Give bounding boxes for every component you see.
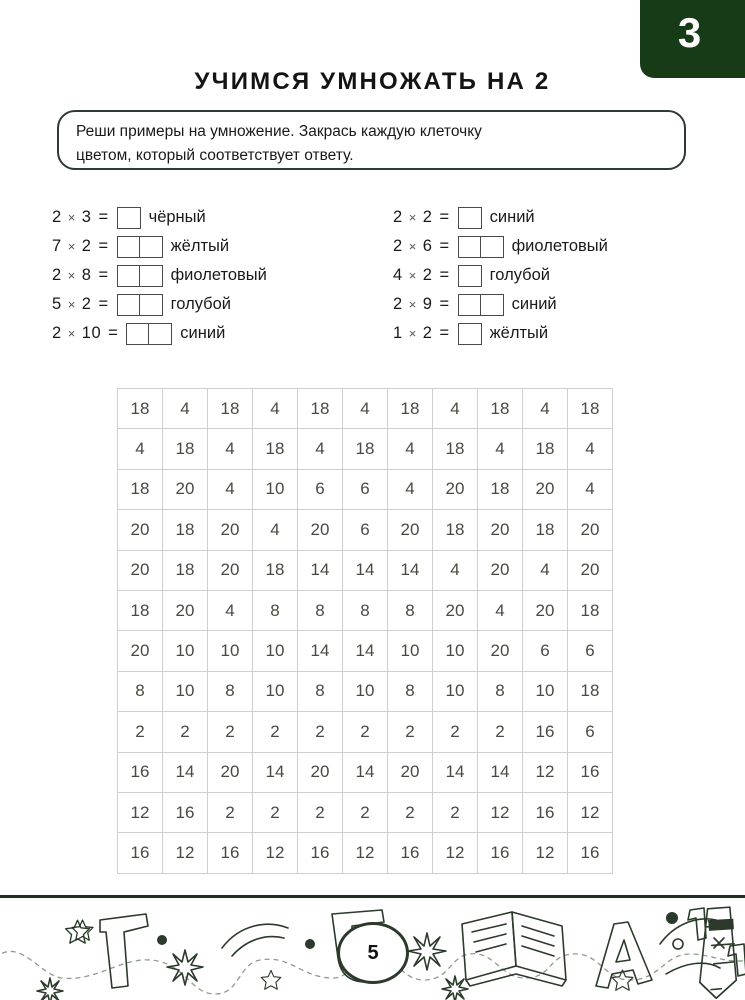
grid-cell[interactable]: 4: [298, 429, 343, 469]
grid-cell[interactable]: 4: [388, 470, 433, 510]
grid-cell[interactable]: 20: [478, 631, 523, 671]
chapter-number: 3: [677, 9, 702, 56]
grid-cell[interactable]: 4: [523, 389, 568, 429]
grid-row: [118, 631, 613, 671]
grid-cell[interactable]: 16: [388, 833, 433, 873]
grid-cell[interactable]: 4: [523, 551, 568, 591]
grid-cell[interactable]: 14: [298, 551, 343, 591]
grid-cell[interactable]: 20: [298, 753, 343, 793]
answer-digit-cell[interactable]: [118, 237, 140, 257]
page-title: УЧИМСЯ УМНОЖАТЬ НА 2: [194, 68, 551, 95]
grid-cell[interactable]: 8: [208, 672, 253, 712]
exercise-expression: [52, 266, 116, 285]
exercise-expression: [393, 324, 457, 343]
grid-cell[interactable]: 2: [433, 712, 478, 752]
operand-b: 2: [81, 295, 92, 313]
exercise-expression: [52, 324, 125, 343]
grid-cell[interactable]: 4: [208, 470, 253, 510]
answer-digit-cell[interactable]: [140, 266, 162, 286]
grid-cell[interactable]: 12: [118, 793, 163, 833]
grid-cell[interactable]: 12: [253, 833, 298, 873]
grid-cell[interactable]: 18: [388, 389, 433, 429]
grid-cell[interactable]: 14: [343, 551, 388, 591]
exercise-row: [393, 261, 608, 290]
answer-input-boxes[interactable]: [458, 323, 482, 345]
grid-cell[interactable]: 18: [118, 470, 163, 510]
grid-cell[interactable]: 4: [253, 389, 298, 429]
grid-cell[interactable]: 20: [478, 510, 523, 550]
operand-a: 2: [52, 208, 62, 226]
grid-cell[interactable]: 20: [118, 510, 163, 550]
operand-a: 2: [393, 237, 403, 255]
grid-cell[interactable]: 20: [163, 591, 208, 631]
grid-cell[interactable]: 18: [433, 429, 478, 469]
page-number: 5: [367, 941, 379, 964]
answer-input-boxes[interactable]: [126, 323, 172, 345]
grid-cell[interactable]: 8: [343, 591, 388, 631]
answer-input-boxes[interactable]: [117, 207, 141, 229]
grid-cell[interactable]: 20: [568, 551, 613, 591]
grid-cell[interactable]: 10: [208, 631, 253, 671]
footer: [0, 895, 745, 1000]
answer-digit-cell[interactable]: [149, 324, 171, 344]
grid-cell[interactable]: 8: [253, 591, 298, 631]
exercise-row: [52, 232, 267, 261]
exercise-color-label: голубой: [489, 266, 550, 284]
grid-cell[interactable]: 20: [568, 510, 613, 550]
grid-cell[interactable]: 2: [253, 712, 298, 752]
answer-digit-cell[interactable]: [118, 295, 140, 315]
exercise-row: [393, 290, 608, 319]
grid-cell[interactable]: 18: [523, 429, 568, 469]
grid-cell[interactable]: 20: [523, 591, 568, 631]
answer-digit-cell[interactable]: [118, 208, 140, 228]
grid-cell[interactable]: 14: [163, 753, 208, 793]
answer-input-boxes[interactable]: [117, 265, 163, 287]
grid-cell[interactable]: 14: [478, 753, 523, 793]
grid-cell[interactable]: 18: [163, 551, 208, 591]
operand-a: 2: [52, 266, 62, 284]
grid-cell[interactable]: 14: [433, 753, 478, 793]
grid-cell[interactable]: 18: [568, 389, 613, 429]
multiply-icon: ×: [408, 239, 417, 254]
grid-cell[interactable]: 12: [478, 793, 523, 833]
grid-cell[interactable]: 12: [568, 793, 613, 833]
operand-b: 6: [422, 237, 433, 255]
grid-cell[interactable]: 10: [343, 672, 388, 712]
equals-sign: =: [98, 237, 109, 255]
grid-cell[interactable]: 20: [208, 551, 253, 591]
grid-cell[interactable]: 20: [388, 753, 433, 793]
equals-sign: =: [439, 208, 450, 226]
grid-cell[interactable]: 18: [253, 551, 298, 591]
multiply-icon: ×: [67, 239, 76, 254]
exercise-row: [52, 203, 267, 232]
operand-a: 7: [52, 237, 62, 255]
operand-a: 2: [52, 324, 62, 342]
exercise-expression: [393, 237, 457, 256]
exercise-expression: [52, 237, 116, 256]
grid-cell[interactable]: 20: [118, 631, 163, 671]
grid-row: [118, 510, 613, 550]
grid-cell[interactable]: 12: [163, 833, 208, 873]
grid-cell[interactable]: 18: [208, 389, 253, 429]
grid-cell[interactable]: 18: [298, 389, 343, 429]
exercise-column-left: [52, 203, 267, 348]
grid-cell[interactable]: 10: [523, 672, 568, 712]
answer-input-boxes[interactable]: [458, 236, 504, 258]
grid-cell[interactable]: 4: [208, 591, 253, 631]
equals-sign: =: [108, 324, 119, 342]
grid-cell[interactable]: 4: [163, 389, 208, 429]
exercise-expression: [393, 208, 457, 227]
exercise-expression: [393, 266, 457, 285]
grid-cell[interactable]: 10: [163, 672, 208, 712]
grid-row: [118, 793, 613, 833]
grid-cell[interactable]: 16: [208, 833, 253, 873]
grid-cell[interactable]: 10: [433, 631, 478, 671]
grid-cell[interactable]: 4: [568, 470, 613, 510]
answer-input-boxes[interactable]: [117, 236, 163, 258]
grid-cell[interactable]: 2: [298, 712, 343, 752]
grid-cell[interactable]: 16: [163, 793, 208, 833]
exercise-color-label: синий: [489, 208, 535, 226]
answer-digit-cell[interactable]: [459, 295, 481, 315]
grid-cell[interactable]: 14: [253, 753, 298, 793]
exercise-row: [393, 232, 608, 261]
exercise-color-label: жёлтый: [170, 237, 230, 255]
exercise-row: [52, 261, 267, 290]
equals-sign: =: [439, 295, 450, 313]
grid-cell[interactable]: 18: [433, 510, 478, 550]
answer-input-boxes[interactable]: [458, 207, 482, 229]
grid-cell[interactable]: 8: [388, 672, 433, 712]
grid-row: [118, 712, 613, 752]
grid-row: [118, 389, 613, 429]
grid-cell[interactable]: 18: [163, 510, 208, 550]
grid-cell[interactable]: 18: [568, 672, 613, 712]
grid-cell[interactable]: 18: [118, 591, 163, 631]
operand-b: 9: [422, 295, 433, 313]
answer-digit-cell[interactable]: [481, 237, 503, 257]
grid-cell[interactable]: 6: [343, 470, 388, 510]
grid-cell[interactable]: 18: [343, 429, 388, 469]
grid-cell[interactable]: 20: [478, 551, 523, 591]
grid-cell[interactable]: 16: [568, 753, 613, 793]
color-grid[interactable]: [117, 388, 613, 874]
multiply-icon: ×: [408, 326, 417, 341]
answer-input-boxes[interactable]: [458, 294, 504, 316]
chapter-tab: [640, 0, 745, 78]
grid-cell[interactable]: 18: [118, 389, 163, 429]
grid-cell[interactable]: 12: [523, 833, 568, 873]
equals-sign: =: [98, 295, 109, 313]
answer-digit-cell[interactable]: [140, 295, 162, 315]
grid-cell[interactable]: 14: [298, 631, 343, 671]
grid-cell[interactable]: 20: [388, 510, 433, 550]
grid-cell[interactable]: 10: [253, 672, 298, 712]
equals-sign: =: [98, 208, 109, 226]
operand-b: 2: [422, 208, 433, 226]
exercise-row: [52, 290, 267, 319]
answer-digit-cell[interactable]: [459, 208, 481, 228]
grid-row: [118, 429, 613, 469]
grid-cell[interactable]: 20: [523, 470, 568, 510]
answer-digit-cell[interactable]: [459, 237, 481, 257]
operand-b: 8: [81, 266, 92, 284]
grid-row: [118, 753, 613, 793]
grid-cell[interactable]: 8: [388, 591, 433, 631]
grid-cell[interactable]: 16: [118, 753, 163, 793]
grid-cell[interactable]: 2: [298, 793, 343, 833]
grid-cell[interactable]: 10: [388, 631, 433, 671]
grid-cell[interactable]: 4: [478, 429, 523, 469]
grid-cell[interactable]: 6: [523, 631, 568, 671]
exercise-color-label: чёрный: [148, 208, 206, 226]
grid-cell[interactable]: 14: [343, 753, 388, 793]
exercise-color-label: голубой: [170, 295, 231, 313]
grid-row: [118, 551, 613, 591]
multiply-icon: ×: [67, 210, 76, 225]
operand-a: 2: [393, 208, 403, 226]
grid-cell[interactable]: 4: [343, 389, 388, 429]
grid-row: [118, 833, 613, 873]
grid-cell[interactable]: 4: [568, 429, 613, 469]
exercise-area: [0, 203, 745, 353]
grid-cell[interactable]: 18: [253, 429, 298, 469]
exercise-color-label: жёлтый: [489, 324, 549, 342]
grid-cell[interactable]: 8: [298, 591, 343, 631]
grid-row: [118, 672, 613, 712]
grid-cell[interactable]: 16: [118, 833, 163, 873]
answer-input-boxes[interactable]: [458, 265, 482, 287]
operand-b: 2: [422, 324, 433, 342]
grid-cell[interactable]: 4: [208, 429, 253, 469]
grid-cell[interactable]: 20: [433, 470, 478, 510]
exercise-color-label: фиолетовый: [170, 266, 267, 284]
grid-cell[interactable]: 14: [343, 631, 388, 671]
grid-cell[interactable]: 6: [298, 470, 343, 510]
grid-cell[interactable]: 4: [118, 429, 163, 469]
grid-cell[interactable]: 2: [208, 712, 253, 752]
answer-input-boxes[interactable]: [117, 294, 163, 316]
exercise-row: [52, 319, 267, 348]
multiply-icon: ×: [67, 297, 76, 312]
equals-sign: =: [439, 237, 450, 255]
grid-cell[interactable]: 16: [523, 793, 568, 833]
grid-cell[interactable]: 10: [253, 631, 298, 671]
grid-cell[interactable]: 6: [343, 510, 388, 550]
exercise-color-label: фиолетовый: [511, 237, 608, 255]
grid-cell[interactable]: 18: [568, 591, 613, 631]
exercise-expression: [52, 295, 116, 314]
answer-digit-cell[interactable]: [459, 324, 481, 344]
operand-b: 2: [422, 266, 433, 284]
multiply-icon: ×: [67, 326, 76, 341]
operand-a: 4: [393, 266, 403, 284]
page-number-badge: [337, 922, 409, 984]
grid-cell[interactable]: 2: [208, 793, 253, 833]
grid-cell[interactable]: 4: [433, 551, 478, 591]
operand-a: 2: [393, 295, 403, 313]
grid-cell[interactable]: 2: [478, 712, 523, 752]
grid-cell[interactable]: 8: [298, 672, 343, 712]
grid-cell[interactable]: 8: [118, 672, 163, 712]
grid-cell[interactable]: 2: [388, 793, 433, 833]
equals-sign: =: [98, 266, 109, 284]
grid-cell[interactable]: 2: [163, 712, 208, 752]
grid-cell[interactable]: 16: [478, 833, 523, 873]
grid-cell[interactable]: 18: [523, 510, 568, 550]
grid-cell[interactable]: 20: [208, 510, 253, 550]
operand-b: 3: [81, 208, 92, 226]
grid-cell[interactable]: 10: [253, 470, 298, 510]
grid-cell[interactable]: 4: [253, 510, 298, 550]
answer-digit-cell[interactable]: [459, 266, 481, 286]
grid-cell[interactable]: 20: [208, 753, 253, 793]
instruction-box: [57, 110, 686, 170]
operand-a: 1: [393, 324, 403, 342]
exercise-color-label: синий: [180, 324, 226, 342]
grid-cell[interactable]: 10: [163, 631, 208, 671]
grid-cell[interactable]: 18: [478, 470, 523, 510]
grid-cell[interactable]: 2: [253, 793, 298, 833]
grid-cell[interactable]: 2: [118, 712, 163, 752]
multiply-icon: ×: [408, 297, 417, 312]
grid-cell[interactable]: 14: [388, 551, 433, 591]
answer-digit-cell[interactable]: [118, 266, 140, 286]
grid-cell[interactable]: 12: [343, 833, 388, 873]
exercise-expression: [393, 295, 457, 314]
grid-cell[interactable]: 2: [433, 793, 478, 833]
exercise-column-right: [393, 203, 608, 348]
grid-cell[interactable]: 20: [118, 551, 163, 591]
operand-b: 2: [81, 237, 92, 255]
grid-cell[interactable]: 10: [433, 672, 478, 712]
exercise-row: [393, 203, 608, 232]
grid-cell[interactable]: 4: [433, 389, 478, 429]
instruction-line-1: Реши примеры на умножение. Закрась каждую клеточку: [76, 123, 482, 140]
grid-cell[interactable]: 20: [433, 591, 478, 631]
grid-cell[interactable]: 16: [568, 833, 613, 873]
answer-digit-cell[interactable]: [127, 324, 149, 344]
grid-cell[interactable]: 6: [568, 712, 613, 752]
grid-cell[interactable]: 16: [298, 833, 343, 873]
operand-b: 10: [81, 324, 102, 342]
multiply-icon: ×: [408, 210, 417, 225]
operand-a: 5: [52, 295, 62, 313]
grid-cell[interactable]: 2: [343, 712, 388, 752]
grid-cell[interactable]: 18: [478, 389, 523, 429]
exercise-row: [393, 319, 608, 348]
answer-digit-cell[interactable]: [481, 295, 503, 315]
grid-cell[interactable]: 2: [343, 793, 388, 833]
grid-row: [118, 591, 613, 631]
equals-sign: =: [439, 324, 450, 342]
grid-cell[interactable]: 2: [388, 712, 433, 752]
instruction-line-2: цветом, который соответствует ответу.: [76, 147, 354, 164]
multiply-icon: ×: [408, 268, 417, 283]
equals-sign: =: [439, 266, 450, 284]
grid-cell[interactable]: 12: [523, 753, 568, 793]
answer-digit-cell[interactable]: [140, 237, 162, 257]
grid-cell[interactable]: 8: [478, 672, 523, 712]
grid-cell[interactable]: 4: [478, 591, 523, 631]
grid-cell[interactable]: 16: [523, 712, 568, 752]
multiply-icon: ×: [67, 268, 76, 283]
grid-cell[interactable]: 12: [433, 833, 478, 873]
grid-cell[interactable]: 18: [163, 429, 208, 469]
grid-cell[interactable]: 20: [163, 470, 208, 510]
grid-cell[interactable]: 6: [568, 631, 613, 671]
grid-row: [118, 470, 613, 510]
exercise-expression: [52, 208, 116, 227]
exercise-color-label: синий: [511, 295, 557, 313]
grid-cell[interactable]: 20: [298, 510, 343, 550]
grid-cell[interactable]: 4: [388, 429, 433, 469]
